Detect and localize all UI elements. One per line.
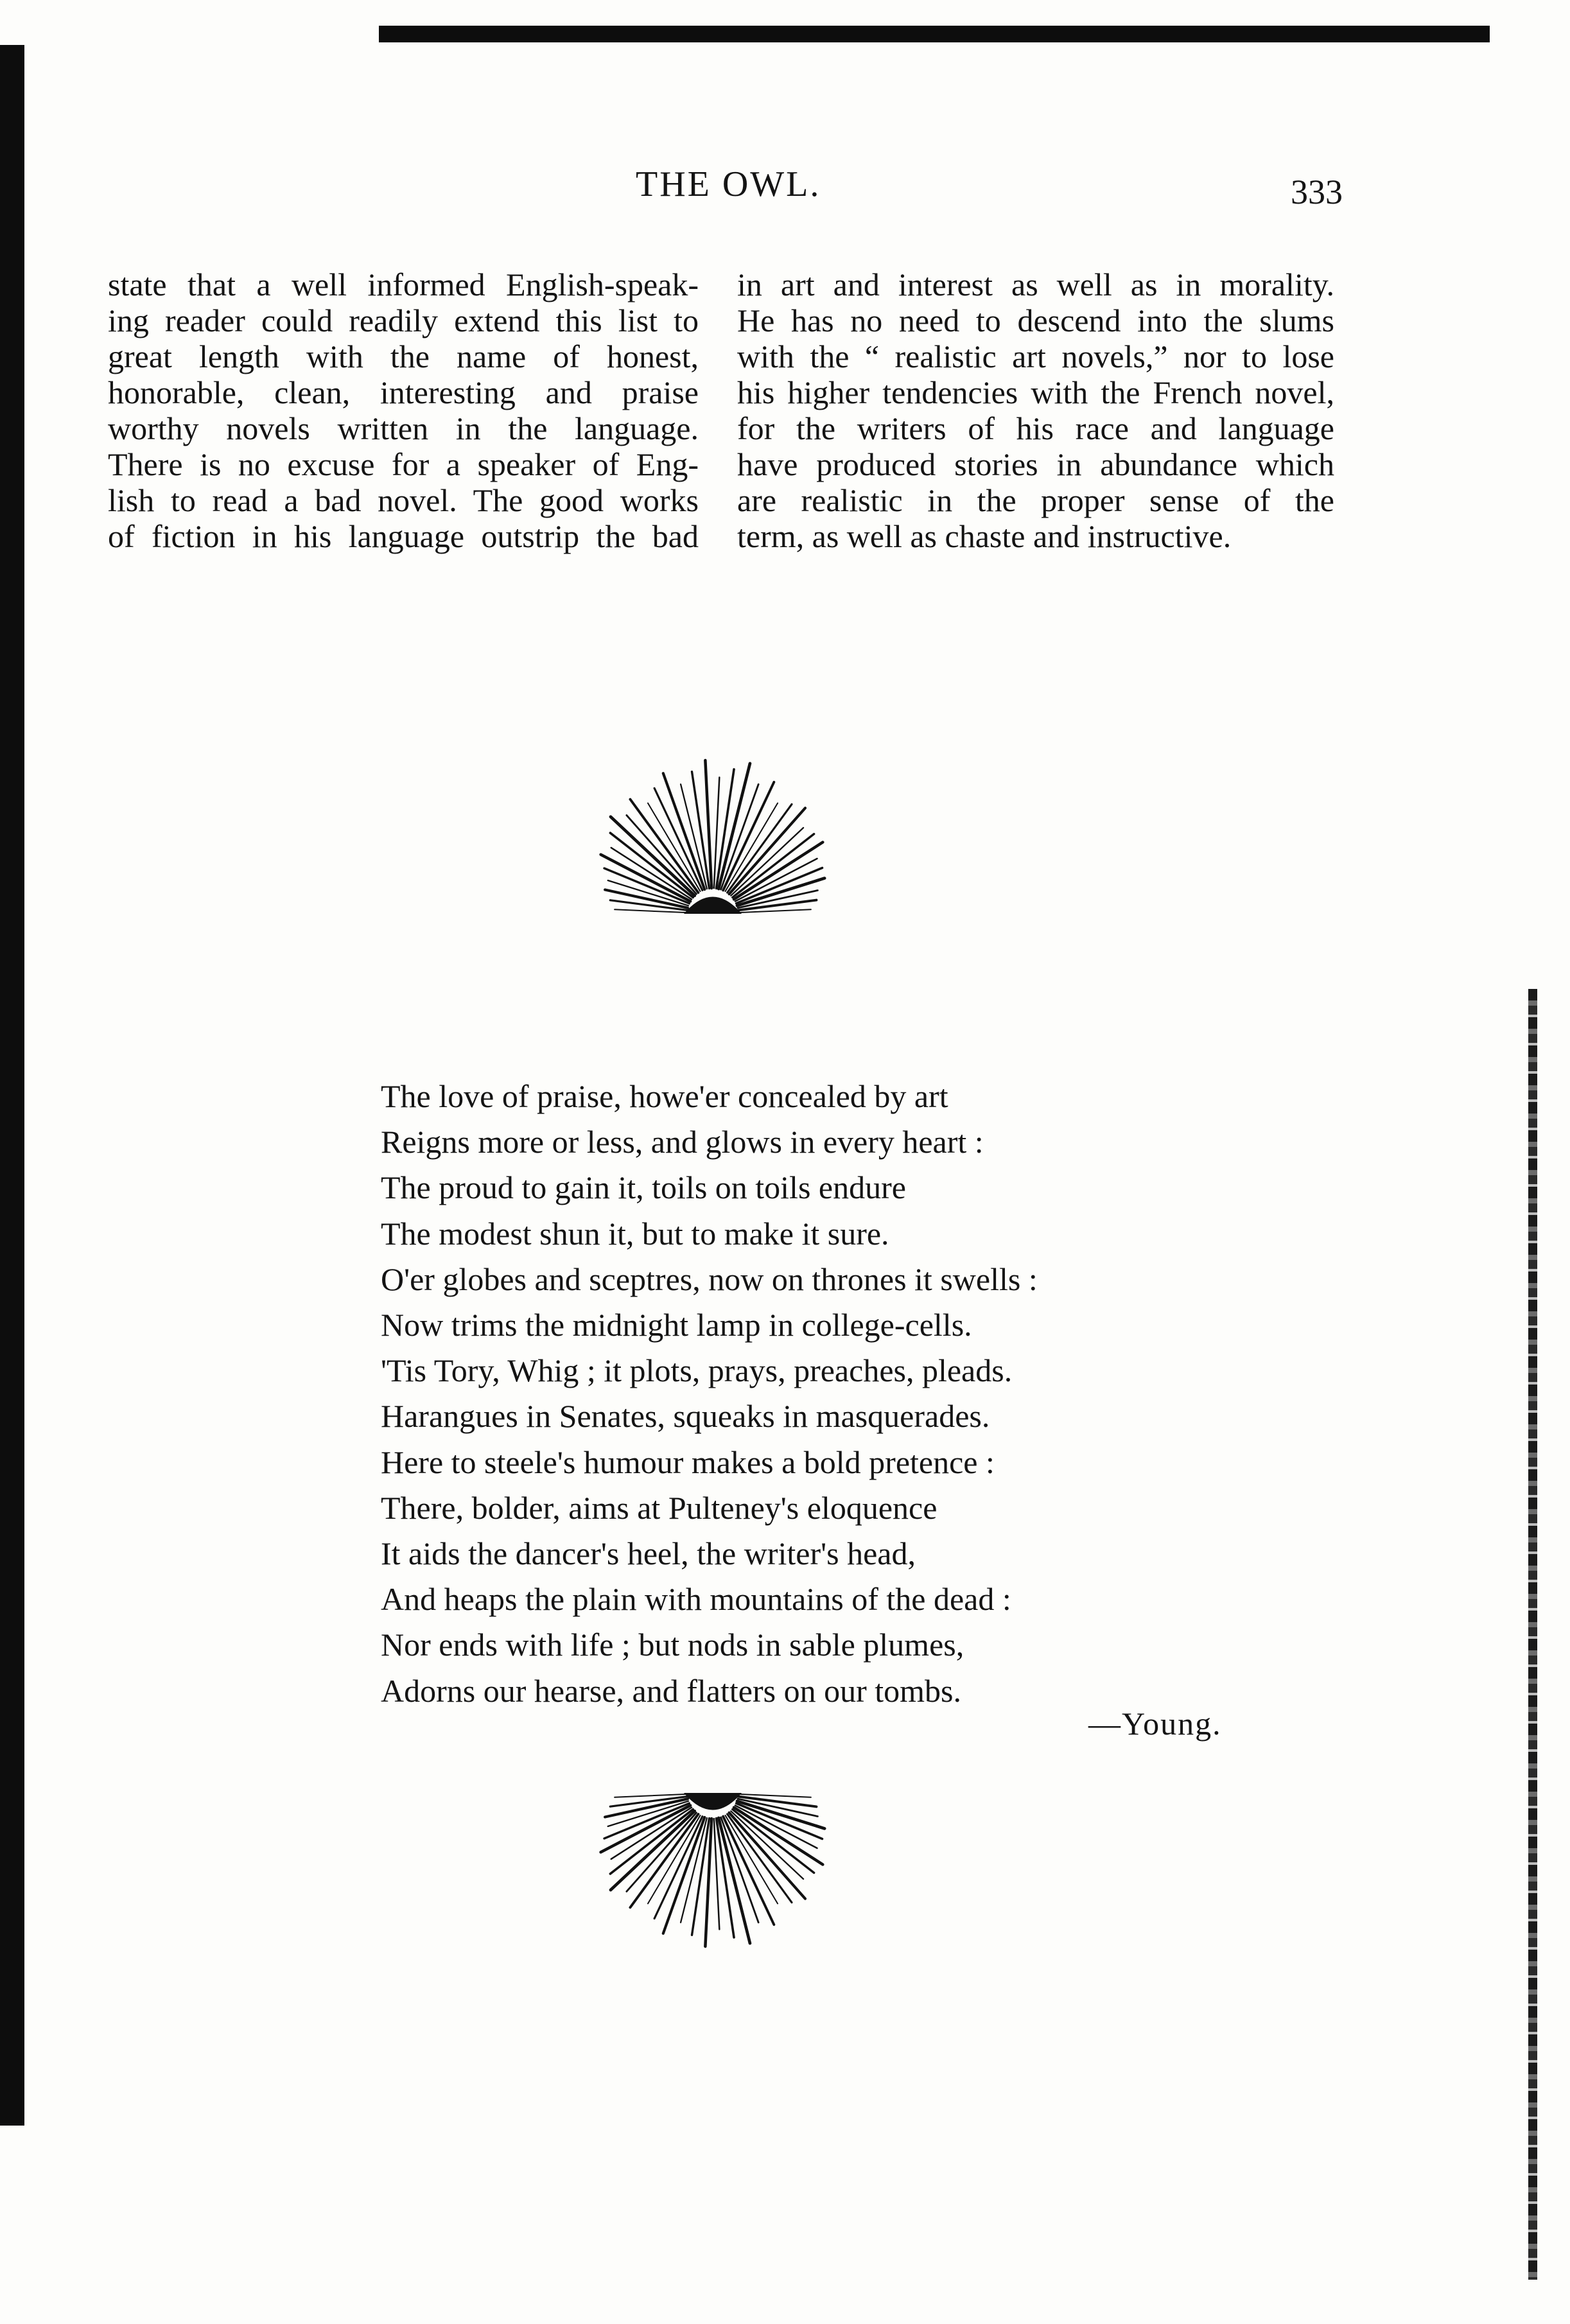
left-column-text bbox=[108, 266, 699, 554]
top-rule bbox=[379, 26, 1490, 42]
text-line: in art and interest as well as in morality. bbox=[737, 266, 1334, 302]
right-column-text bbox=[737, 266, 1334, 554]
poem-line: The love of praise, howe'er concealed by art bbox=[381, 1078, 948, 1114]
ornament-ray bbox=[719, 1818, 750, 1943]
text-line: term, as well as chaste and instructive. bbox=[737, 518, 1232, 554]
text-line: honorable, clean, interesting and praise bbox=[108, 374, 699, 410]
poem-line: Nor ends with life ; but nods in sable plumes, bbox=[381, 1627, 964, 1663]
poem-line: And heaps the plain with mountains of the dead : bbox=[381, 1581, 1011, 1618]
poem-line: The modest shun it, but to make it sure. bbox=[381, 1215, 889, 1252]
text-line: worthy novels written in the language. bbox=[108, 410, 699, 446]
scan-binding-edge bbox=[0, 45, 24, 2126]
text-line: ing reader could readily extend this list to bbox=[108, 302, 699, 338]
text-line: are realistic in the proper sense of the bbox=[737, 482, 1334, 518]
scan-page-edge bbox=[1528, 989, 1537, 2280]
text-line: have produced stories in abundance which bbox=[737, 446, 1334, 482]
poem-line: It aids the dancer's heel, the writer's head, bbox=[381, 1535, 916, 1572]
running-head: THE OWL. bbox=[636, 164, 821, 204]
poem-line: 'Tis Tory, Whig ; it plots, prays, preaches, pleads. bbox=[381, 1352, 1013, 1389]
poem-line: Harangues in Senates, squeaks in masquerades. bbox=[381, 1398, 990, 1435]
poem-line: There, bolder, aims at Pulteney's eloquence bbox=[381, 1489, 938, 1526]
poem-attribution: —Young. bbox=[1088, 1706, 1222, 1742]
text-line: He has no need to descend into the slums bbox=[737, 302, 1334, 338]
ornament-ray bbox=[615, 1794, 687, 1797]
poem-line: Here to steele's humour makes a bold pretence : bbox=[381, 1444, 995, 1480]
page-number: 333 bbox=[1291, 173, 1343, 211]
text-line: There is no excuse for a speaker of Eng- bbox=[108, 446, 699, 482]
text-line: of fiction in his language outstrip the bad bbox=[108, 518, 699, 554]
poem-line: Reigns more or less, and glows in every heart : bbox=[381, 1124, 984, 1160]
poem bbox=[381, 1074, 1038, 1714]
text-line: for the writers of his race and language bbox=[737, 410, 1334, 446]
text-line: his higher tendencies with the French novel, bbox=[737, 374, 1334, 410]
poem-line: O'er globes and sceptres, now on thrones it swells : bbox=[381, 1261, 1038, 1297]
text-line: lish to read a bad novel. The good works bbox=[108, 482, 699, 518]
text-line: with the “ realistic art novels,” nor to lose bbox=[737, 338, 1334, 374]
poem-line: The proud to gain it, toils on toils endure bbox=[381, 1169, 906, 1206]
sunburst-ornament-icon bbox=[552, 748, 873, 915]
ornament-ray bbox=[615, 909, 687, 913]
poem-line: Adorns our hearse, and flatters on our tombs. bbox=[381, 1672, 961, 1709]
ornament-ray bbox=[719, 764, 750, 889]
text-line: great length with the name of honest, bbox=[108, 338, 699, 374]
poem-line: Now trims the midnight lamp in college-cells. bbox=[381, 1307, 972, 1343]
text-line: state that a well informed English-speak- bbox=[108, 266, 699, 302]
sunburst-ornament-inverted-icon bbox=[552, 1792, 873, 1965]
